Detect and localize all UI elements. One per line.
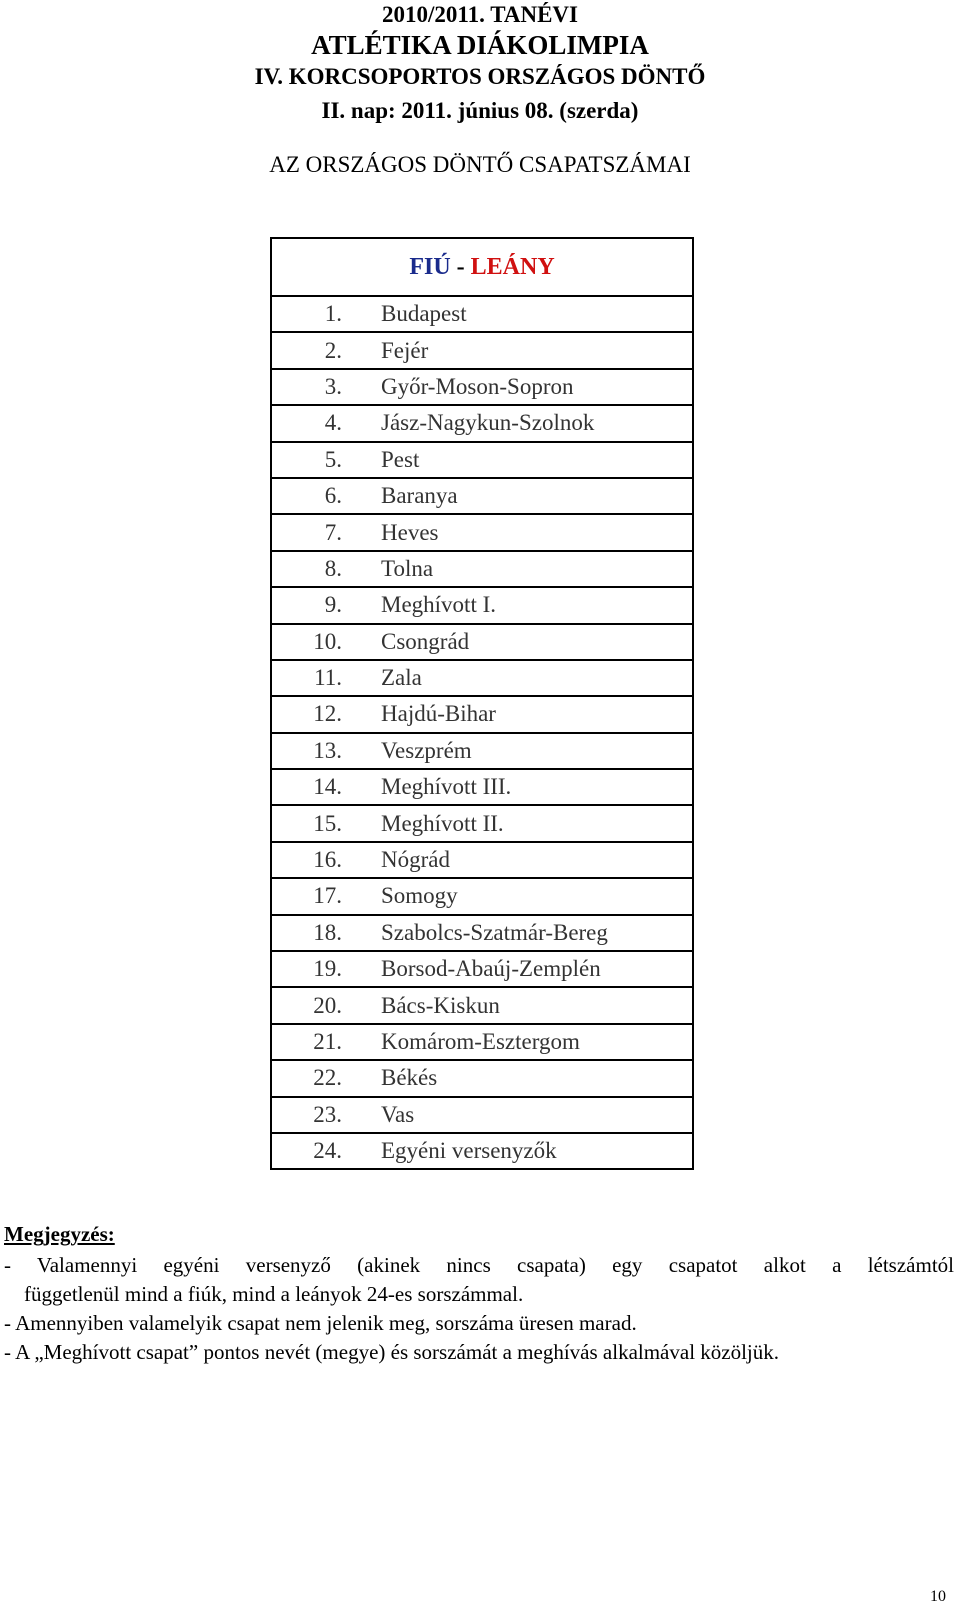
team-name: Komárom-Esztergom (381, 1029, 580, 1054)
table-row (272, 1023, 692, 1059)
team-table (270, 237, 694, 1170)
table-row (272, 586, 692, 622)
team-name: Veszprém (381, 737, 472, 763)
team-number: 14. (313, 774, 342, 800)
note-line-2: - Amennyiben valamelyik csapat nem jelenik meg, sorszáma üresen marad. (4, 1311, 637, 1335)
table-row (272, 331, 692, 367)
team-name: Fejér (381, 337, 429, 363)
team-name: Békés (381, 1065, 438, 1091)
team-number: 7. (324, 519, 342, 545)
note-line-1-cont: függetlenül mind a fiúk, mind a leányok 24-es sorszámmal. (24, 1282, 524, 1306)
team-name: Tolna (381, 555, 434, 581)
team-name: Nógrád (381, 847, 450, 873)
team-number: 2. (324, 337, 342, 363)
header-date: II. nap: 2011. június 08. (szerda) (321, 98, 639, 123)
page-number: 10 (930, 1588, 946, 1605)
table-row (272, 877, 692, 913)
team-name: Meghívott III. (381, 774, 512, 800)
team-number: 6. (324, 483, 342, 509)
table-row (272, 477, 692, 513)
notes-title: Megjegyzés: (4, 1222, 115, 1246)
team-number: 21. (313, 1029, 342, 1054)
table-row (272, 804, 692, 840)
team-number: 10. (313, 628, 342, 654)
team-number: 12. (313, 701, 342, 727)
team-name: Egyéni versenyzők (381, 1138, 557, 1164)
team-name: Vas (381, 1101, 415, 1127)
team-name: Győr-Moson-Sopron (381, 373, 574, 399)
table-row (272, 659, 692, 695)
table-row (272, 1059, 692, 1095)
team-number: 24. (313, 1138, 342, 1164)
team-name: Szabolcs-Szatmár-Bereg (381, 919, 608, 945)
team-number: 5. (324, 446, 342, 472)
team-number: 3. (324, 373, 342, 399)
header-event: ATLÉTIKA DIÁKOLIMPIA (311, 30, 649, 60)
team-name: Meghívott I. (381, 592, 496, 618)
team-number: 17. (313, 883, 342, 909)
table-row (272, 768, 692, 804)
team-name: Baranya (381, 483, 458, 509)
team-name: Csongrád (381, 628, 470, 654)
table-row (272, 550, 692, 586)
team-number: 18. (313, 919, 342, 945)
table-title (272, 239, 692, 295)
table-row (272, 914, 692, 950)
team-name: Heves (381, 519, 439, 545)
team-number: 15. (313, 810, 342, 836)
team-name: Budapest (381, 301, 467, 327)
team-name: Pest (381, 446, 420, 472)
team-number: 8. (324, 555, 342, 581)
note-line-3: - A „Meghívott csapat” pontos nevét (megye) és sorszámát a meghívás alkalmával közöljük. (4, 1340, 780, 1364)
table-row (272, 950, 692, 986)
team-number: 23. (313, 1101, 342, 1127)
table-row (272, 695, 692, 731)
team-name: Hajdú-Bihar (381, 701, 496, 727)
team-name: Borsod-Abaúj-Zemplén (381, 956, 601, 982)
table-row (272, 441, 692, 477)
table-row (272, 1132, 692, 1168)
notes-section (4, 1222, 954, 1367)
note-line-1: - Valamennyi egyéni versenyző (akinek nincs csapata) egy csapatot alkot a létszámtól (4, 1253, 954, 1277)
header-season: 2010/2011. TANÉVI (382, 2, 578, 27)
header-team-numbers: AZ ORSZÁGOS DÖNTŐ CSAPATSZÁMAI (269, 152, 691, 177)
title-boys: FIÚ (409, 254, 451, 280)
team-number: 20. (313, 992, 342, 1018)
team-number: 19. (313, 956, 342, 982)
table-rows (272, 295, 692, 1168)
team-name: Zala (381, 665, 422, 691)
team-number: 16. (313, 847, 342, 873)
table-row (272, 986, 692, 1022)
team-name: Somogy (381, 883, 458, 909)
table-row (272, 295, 692, 331)
table-row (272, 623, 692, 659)
table-row (272, 513, 692, 549)
team-number: 22. (313, 1065, 342, 1091)
title-separator: - (450, 254, 471, 280)
team-number: 4. (324, 410, 342, 436)
team-name: Meghívott II. (381, 810, 504, 836)
table-row (272, 368, 692, 404)
team-number: 1. (324, 301, 342, 327)
table-row (272, 1096, 692, 1132)
title-girls: LEÁNY (470, 254, 555, 280)
team-number: 11. (314, 665, 342, 691)
header-final: IV. KORCSOPORTOS ORSZÁGOS DÖNTŐ (254, 64, 706, 89)
table-row (272, 841, 692, 877)
team-name: Bács-Kiskun (381, 992, 500, 1018)
table-row (272, 404, 692, 440)
team-number: 13. (313, 737, 342, 763)
table-row (272, 732, 692, 768)
team-name: Jász-Nagykun-Szolnok (381, 410, 595, 436)
team-number: 9. (324, 592, 342, 618)
